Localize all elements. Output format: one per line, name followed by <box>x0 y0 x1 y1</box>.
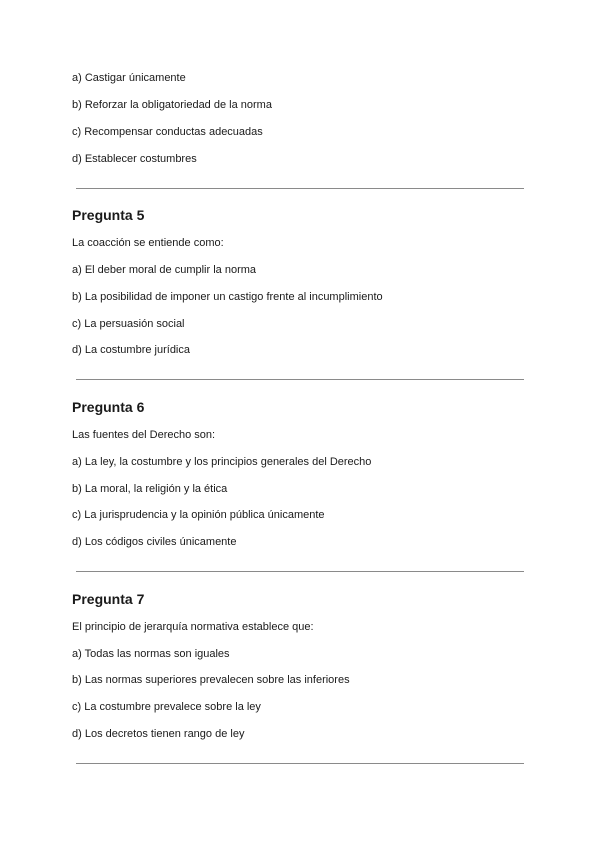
q7-question: El principio de jerarquía normativa establece que: <box>72 621 314 633</box>
q4-option-b: b) Reforzar la obligatoriedad de la norma <box>72 99 272 111</box>
q4-option-c: c) Recompensar conductas adecuadas <box>72 126 263 138</box>
divider <box>76 188 524 189</box>
q4-option-d: d) Establecer costumbres <box>72 153 197 165</box>
q6-question: Las fuentes del Derecho son: <box>72 429 216 441</box>
q5-question: La coacción se entiende como: <box>72 237 224 249</box>
q5-title: Pregunta 5 <box>72 207 145 223</box>
q7-option-d: d) Los decretos tienen rango de ley <box>72 728 245 740</box>
q7-option-b: b) Las normas superiores prevalecen sobre las inferiores <box>72 674 350 686</box>
q5-option-a: a) El deber moral de cumplir la norma <box>72 264 257 276</box>
divider <box>76 379 524 380</box>
q6-option-b: b) La moral, la religión y la ética <box>72 483 228 495</box>
q6-option-d: d) Los códigos civiles únicamente <box>72 536 237 548</box>
q6-title: Pregunta 6 <box>72 399 145 415</box>
q6-option-a: a) La ley, la costumbre y los principios generales del Derecho <box>72 456 372 468</box>
q5-option-b: b) La posibilidad de imponer un castigo frente al incumplimiento <box>72 291 383 303</box>
q7-option-a: a) Todas las normas son iguales <box>72 648 230 660</box>
q5-option-d: d) La costumbre jurídica <box>72 344 190 356</box>
q6-option-c: c) La jurisprudencia y la opinión pública únicamente <box>72 509 325 521</box>
q4-option-a: a) Castigar únicamente <box>72 72 186 84</box>
q7-option-c: c) La costumbre prevalece sobre la ley <box>72 701 261 713</box>
q5-option-c: c) La persuasión social <box>72 318 185 330</box>
divider <box>76 763 524 764</box>
divider <box>76 571 524 572</box>
q7-title: Pregunta 7 <box>72 591 145 607</box>
